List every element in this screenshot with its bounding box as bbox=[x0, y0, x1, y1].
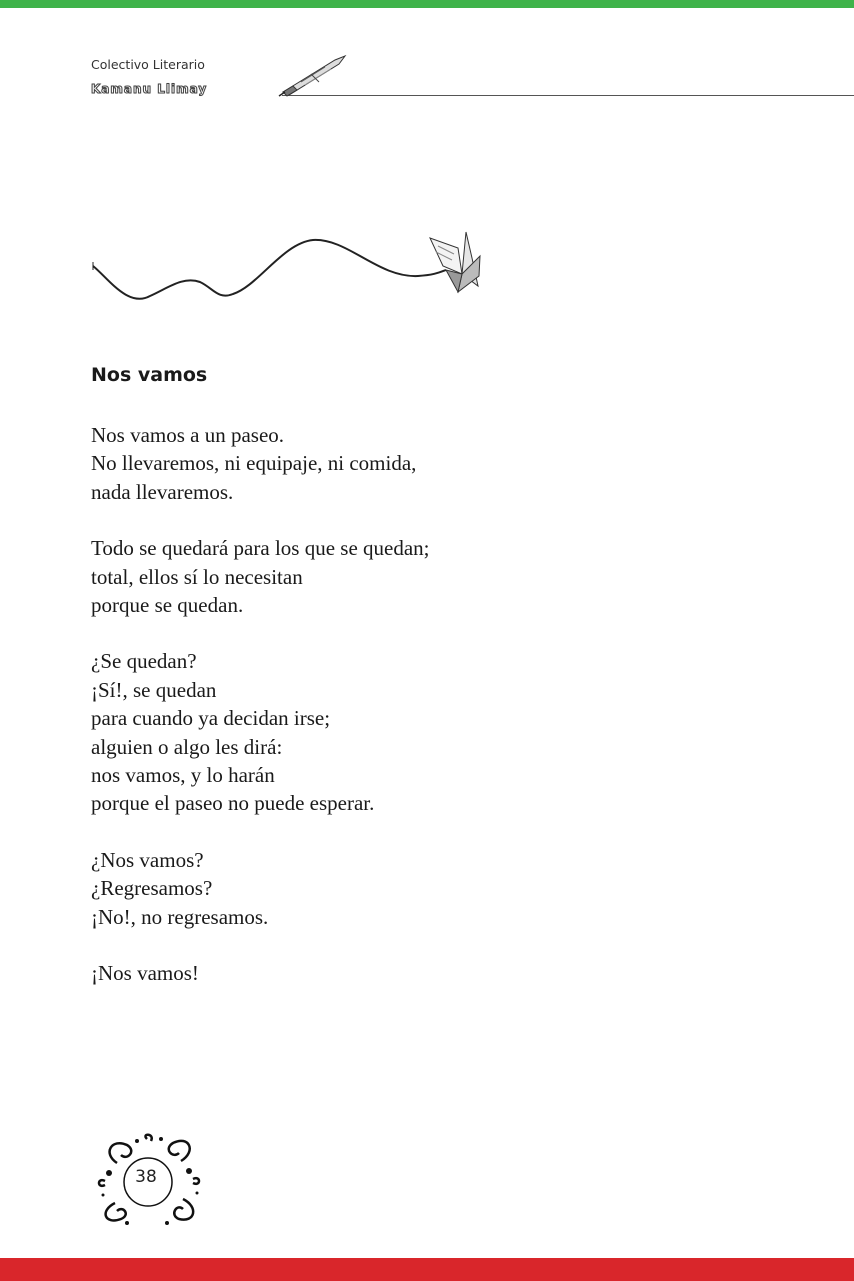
squiggle-line-with-book bbox=[88, 218, 488, 308]
header-rule bbox=[282, 95, 854, 96]
open-book-icon bbox=[430, 232, 480, 292]
poem-stanza bbox=[91, 647, 611, 817]
poem-line: No llevaremos, ni equipaje, ni comida, bbox=[91, 451, 417, 476]
poem-stanza bbox=[91, 959, 611, 987]
poem-line: nos vamos, y lo harán bbox=[91, 763, 275, 788]
poem-line: ¿Regresamos? bbox=[91, 876, 213, 901]
poem-line: Todo se quedará para los que se quedan; bbox=[91, 536, 430, 561]
poem-line: nada llevaremos. bbox=[91, 479, 234, 504]
poem-line: ¿Nos vamos? bbox=[91, 847, 204, 872]
poem-line: total, ellos sí lo necesitan bbox=[91, 564, 303, 589]
poem-stanza bbox=[91, 846, 611, 931]
poem-title: Nos vamos bbox=[91, 364, 208, 386]
page-number: 38 bbox=[135, 1167, 157, 1187]
poem-line: para cuando ya decidan irse; bbox=[91, 706, 331, 731]
poem-stanza bbox=[91, 421, 611, 506]
bottom-color-bar bbox=[0, 1258, 854, 1281]
poem-body bbox=[91, 421, 611, 1016]
poem-line: porque el paseo no puede esperar. bbox=[91, 791, 375, 816]
poem-stanza bbox=[91, 534, 611, 619]
header-org-name: Colectivo Literario bbox=[91, 57, 205, 72]
fountain-pen-icon bbox=[275, 52, 350, 97]
top-color-bar bbox=[0, 0, 854, 8]
poem-line: Nos vamos a un paseo. bbox=[91, 423, 285, 447]
poem-line: alguien o algo les dirá: bbox=[91, 734, 283, 759]
poem-line: ¿Se quedan? bbox=[91, 649, 197, 674]
poem-line: ¡Nos vamos! bbox=[91, 961, 199, 986]
poem-line: ¡No!, no regresamos. bbox=[91, 904, 269, 929]
header-brand-logo: Kamanu Llimay bbox=[91, 82, 208, 96]
poem-line: porque se quedan. bbox=[91, 593, 244, 618]
poem-line: ¡Sí!, se quedan bbox=[91, 677, 217, 702]
